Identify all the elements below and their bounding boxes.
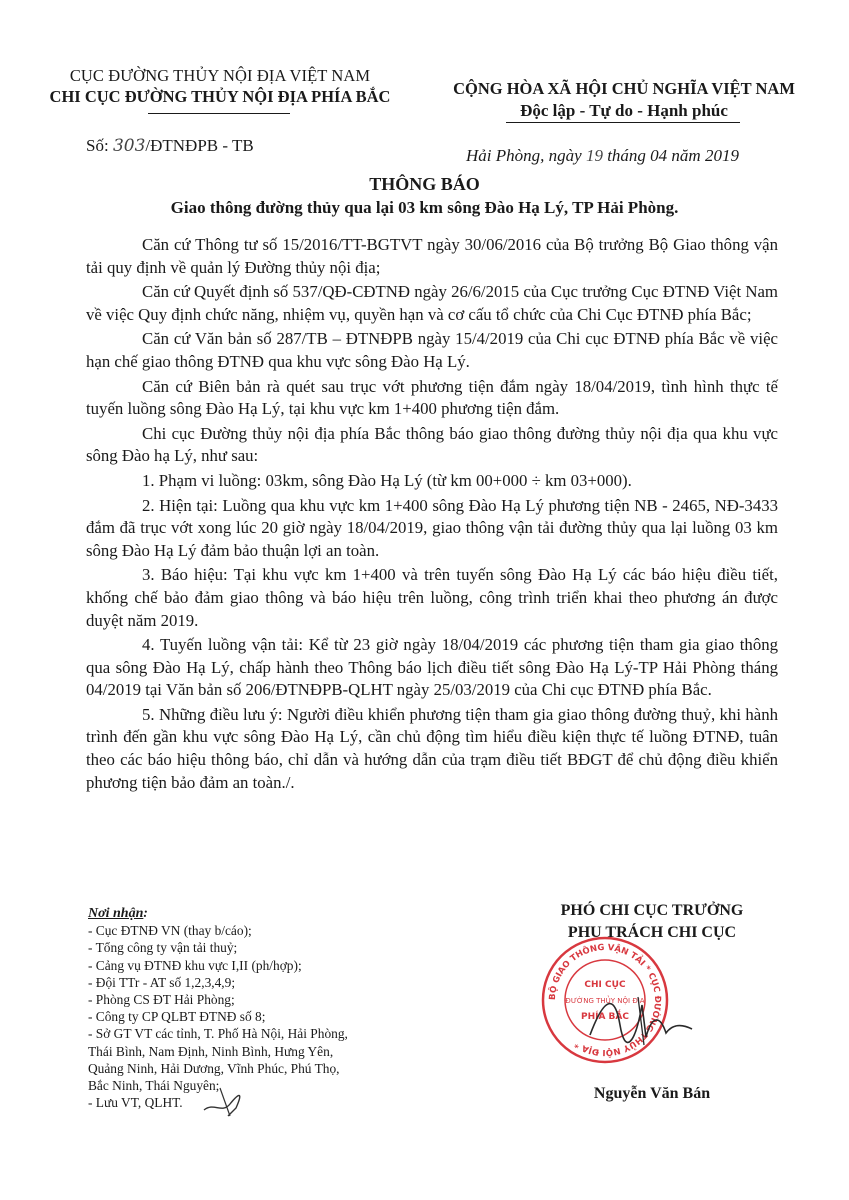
recipient-item: - Phòng CS ĐT Hải Phòng; (88, 992, 235, 1008)
body-paragraph: Căn cứ Thông tư số 15/2016/TT-BGTVT ngày 30/06/2016 của Bộ trưởng Bộ Giao thông vận tải quy định về quản lý Đường thủy nội địa; (86, 235, 778, 277)
document-body (86, 234, 778, 796)
recipients-list: Nơi nhận: - Cục ĐTNĐ VN (thay b/cáo); - Tổng công ty vận tải thuỷ; - Cảng vụ ĐTNĐ khu vực I,II (ph/hợp); - Đội TTr - AT số 1,2,3,4,9; - Phòng CS ĐT Hải Phòng; - Công ty CP QLBT ĐTNĐ số 8; - Sở GT VT các tỉnh, T. Phố Hà Nội, Hải Phòng, Thái Bình, Nam Định, Ninh Bình, Hưng Yên, Quảng Ninh, Hải Dương, Vĩnh Phúc, Phú Thọ, Bắc Ninh, Thái Nguyên; - Lưu VT, QLHT. (88, 904, 418, 1111)
recipient-item: - Công ty CP QLBT ĐTNĐ số 8; (88, 1009, 266, 1025)
recipient-item: - Lưu VT, QLHT. (88, 1095, 183, 1111)
body-paragraph: 3. Báo hiệu: Tại khu vực km 1+400 và trên tuyến sông Đào Hạ Lý các báo hiệu điều tiết, khống chế bảo đảm giao thông và báo hiệu trên luồng, công trình triển khai theo phương án được duyệt năm 2019. (86, 565, 778, 630)
document-subtitle: Giao thông đường thủy qua lại 03 km sông Đào Hạ Lý, TP Hải Phòng. (170, 198, 679, 217)
recipient-item: - Đội TTr - AT số 1,2,3,4,9; (88, 974, 236, 990)
seal-line3: PHÍA BẮC (580, 1012, 630, 1022)
signer-title-line2: PHỤ TRÁCH CHI CỤC (567, 924, 737, 941)
signer-title-line1: PHÓ CHI CỤC TRƯỞNG (560, 902, 744, 919)
national-header (414, 78, 834, 122)
document-number-handwritten: 303 (112, 136, 146, 156)
seal-line2: ĐƯỜNG THỦY NỘI ĐỊA (565, 997, 645, 1005)
body-paragraph: Căn cứ Biên bản rà quét sau trục vớt phương tiện đắm ngày 18/04/2019, tình hình thực tế tuyến luồng sông Đào Hạ Lý, tại khu vực km 1+400 phương tiện đắm. (86, 376, 778, 419)
recipients-heading: Nơi nhận (88, 906, 144, 921)
body-paragraph: 1. Phạm vi luồng: 03km, sông Đào Hạ Lý (từ km 00+000 ÷ km 03+000). (142, 470, 632, 490)
seal-ring-text: BỘ GIAO THÔNG VẬN TẢI * CỤC ĐƯỜNG THỦY NỘI ĐỊA * (547, 942, 663, 1058)
body-paragraph: Căn cứ Văn bản số 287/TB – ĐTNĐPB ngày 15/4/2019 của Chi cục ĐTNĐ phía Bắc về việc hạn chế giao thông ĐTNĐ qua khu vực sông Đào Hạ Lý. (86, 329, 778, 371)
document-title: THÔNG BÁO (369, 174, 480, 194)
recipient-item: - Cục ĐTNĐ VN (thay b/cáo); (88, 923, 252, 939)
recipient-item: Bắc Ninh, Thái Nguyên; (88, 1078, 220, 1094)
recipient-item: Quảng Ninh, Hải Dương, Vĩnh Phúc, Phú Thọ, (88, 1060, 340, 1076)
body-paragraph: Chi cục Đường thủy nội địa phía Bắc thông báo giao thông đường thủy nội địa qua khu vực sông Đào hạ Lý, như sau: (86, 423, 778, 466)
signer-name: Nguyễn Văn Bán (593, 1085, 711, 1102)
issuer-parent-agency: CỤC ĐƯỜNG THỦY NỘI ĐỊA VIỆT NAM (69, 66, 371, 85)
issuer-header (20, 66, 420, 107)
initials-scribble (200, 1080, 250, 1120)
recipient-item: - Sở GT VT các tỉnh, T. Phố Hà Nội, Hải Phòng, (88, 1026, 348, 1042)
body-paragraph: Căn cứ Quyết định số 537/QĐ-CĐTNĐ ngày 26/6/2015 của Cục trưởng Cục ĐTNĐ Việt Nam về việc Quy định chức năng, nhiệm vụ, quyền hạn và cơ cấu tổ chức của Chi Cục ĐTNĐ phía Bắc; (86, 282, 778, 324)
body-paragraph: 4. Tuyến luồng vận tải: Kể từ 23 giờ ngày 18/04/2019 các phương tiện tham gia giao thông qua sông Đào Hạ Lý, chấp hành theo Thông báo lịch điều tiết sông Đào Hạ Lý-TP Hải Phòng tháng 04/2019 tại Văn bản số 206/ĐTNĐPB-QLHT ngày 25/03/2019 của Chi cục ĐTNĐ phía Bắc. (86, 635, 778, 700)
body-paragraph: 5. Những điều lưu ý: Người điều khiển phương tiện tham gia giao thông đường thuỷ, khi hành trình đến gần khu vực sông Đào Hạ Lý, cần chủ động tìm hiểu điều kiện thực tế luồng ĐTNĐ, tuân theo các báo hiệu thông báo, chỉ dẫn và hướng dẫn của trạm điều tiết BĐGT để chủ động điều khiển phương tiện bảo đảm an toàn./. (86, 704, 778, 792)
recipient-item: - Cảng vụ ĐTNĐ khu vực I,II (ph/hợp); (88, 957, 302, 973)
issuer-underline (148, 113, 290, 114)
document-date: Hải Phòng, ngày 19 tháng 04 năm 2019 (466, 146, 739, 165)
motto-underline (506, 122, 740, 123)
recipient-item: - Tổng công ty vận tải thuỷ; (88, 940, 238, 956)
handwritten-signature (580, 985, 700, 1055)
document-number: Số: 303/ĐTNĐPB - TB (86, 136, 254, 156)
body-paragraph: 2. Hiện tại: Luồng qua khu vực km 1+400 sông Đào Hạ Lý phương tiện NB - 2465, NĐ-3433 đắm đã trục vớt xong lúc 20 giờ ngày 18/04/2019, giao thông vận tải đường thủy qua lại luồng 03 km sông Đào Hạ Lý đảm bảo thuận lợi an toàn. (86, 495, 778, 560)
seal-line1: CHI CỤC (584, 980, 626, 990)
issuer-agency: CHI CỤC ĐƯỜNG THỦY NỘI ĐỊA PHÍA BẮC (49, 87, 391, 106)
recipient-item: Thái Bình, Nam Định, Ninh Bình, Hưng Yên, (88, 1043, 334, 1059)
date-day-handwritten: 19 (585, 146, 603, 165)
national-motto: Độc lập - Tự do - Hạnh phúc (520, 101, 728, 120)
national-title: CỘNG HÒA XÃ HỘI CHỦ NGHĨA VIỆT NAM (453, 79, 795, 98)
